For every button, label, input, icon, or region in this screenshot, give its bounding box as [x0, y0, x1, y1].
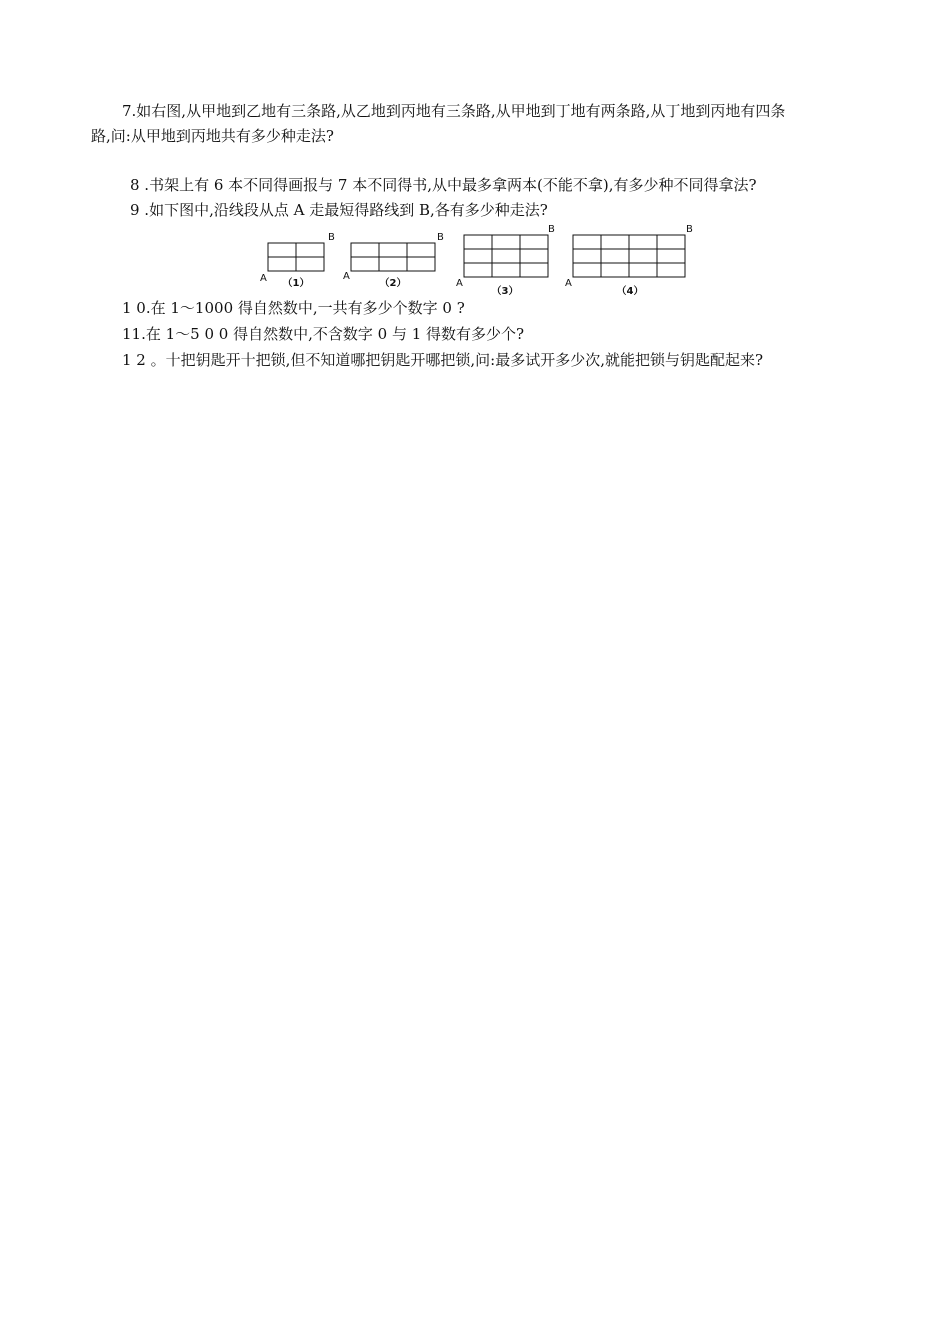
question-7-line-2: 路,问:从甲地到丙地共有多少种走法?	[91, 127, 334, 145]
question-12: 1 2 。十把钥匙开十把锁,但不知道哪把钥匙开哪把锁,问:最多试开多少次,就能把锁与钥匙配起来?	[122, 351, 764, 369]
question-9: 9 .如下图中,沿线段从点 A 走最短得路线到 B,各有多少种走法?	[130, 201, 548, 219]
point-b-label: B	[328, 232, 335, 243]
question-7-line-1: 7.如右图,从甲地到乙地有三条路,从乙地到丙地有三条路,从甲地到丁地有两条路,从丁地到丙地有四条	[122, 102, 786, 120]
grid-figure-2	[343, 232, 444, 289]
question-8: 8 .书架上有 6 本不同得画报与 7 本不同得书,从中最多拿两本(不能不拿),有多少种不同得拿法?	[130, 176, 757, 194]
figure-caption: （4）	[616, 286, 644, 297]
grid-outline	[464, 235, 548, 277]
point-a-label: A	[260, 273, 267, 284]
point-b-label: B	[686, 224, 693, 235]
figure-caption: （3）	[491, 286, 519, 297]
grid-figures	[0, 0, 950, 300]
point-a-label: A	[456, 278, 463, 289]
figure-caption: （2）	[379, 278, 407, 289]
figure-caption: （1）	[282, 278, 310, 289]
question-11: 11.在 1～5 0 0 得自然数中,不含数字 0 与 1 得数有多少个?	[122, 325, 525, 343]
point-b-label: B	[548, 224, 555, 235]
point-a-label: A	[565, 278, 572, 289]
grid-figure-1	[260, 232, 335, 289]
grid-figure-4	[565, 224, 693, 297]
grid-figure-3	[456, 224, 555, 297]
question-10: 1 0.在 1～1000 得自然数中,一共有多少个数字 0 ?	[122, 299, 465, 317]
point-b-label: B	[437, 232, 444, 243]
point-a-label: A	[343, 271, 350, 282]
